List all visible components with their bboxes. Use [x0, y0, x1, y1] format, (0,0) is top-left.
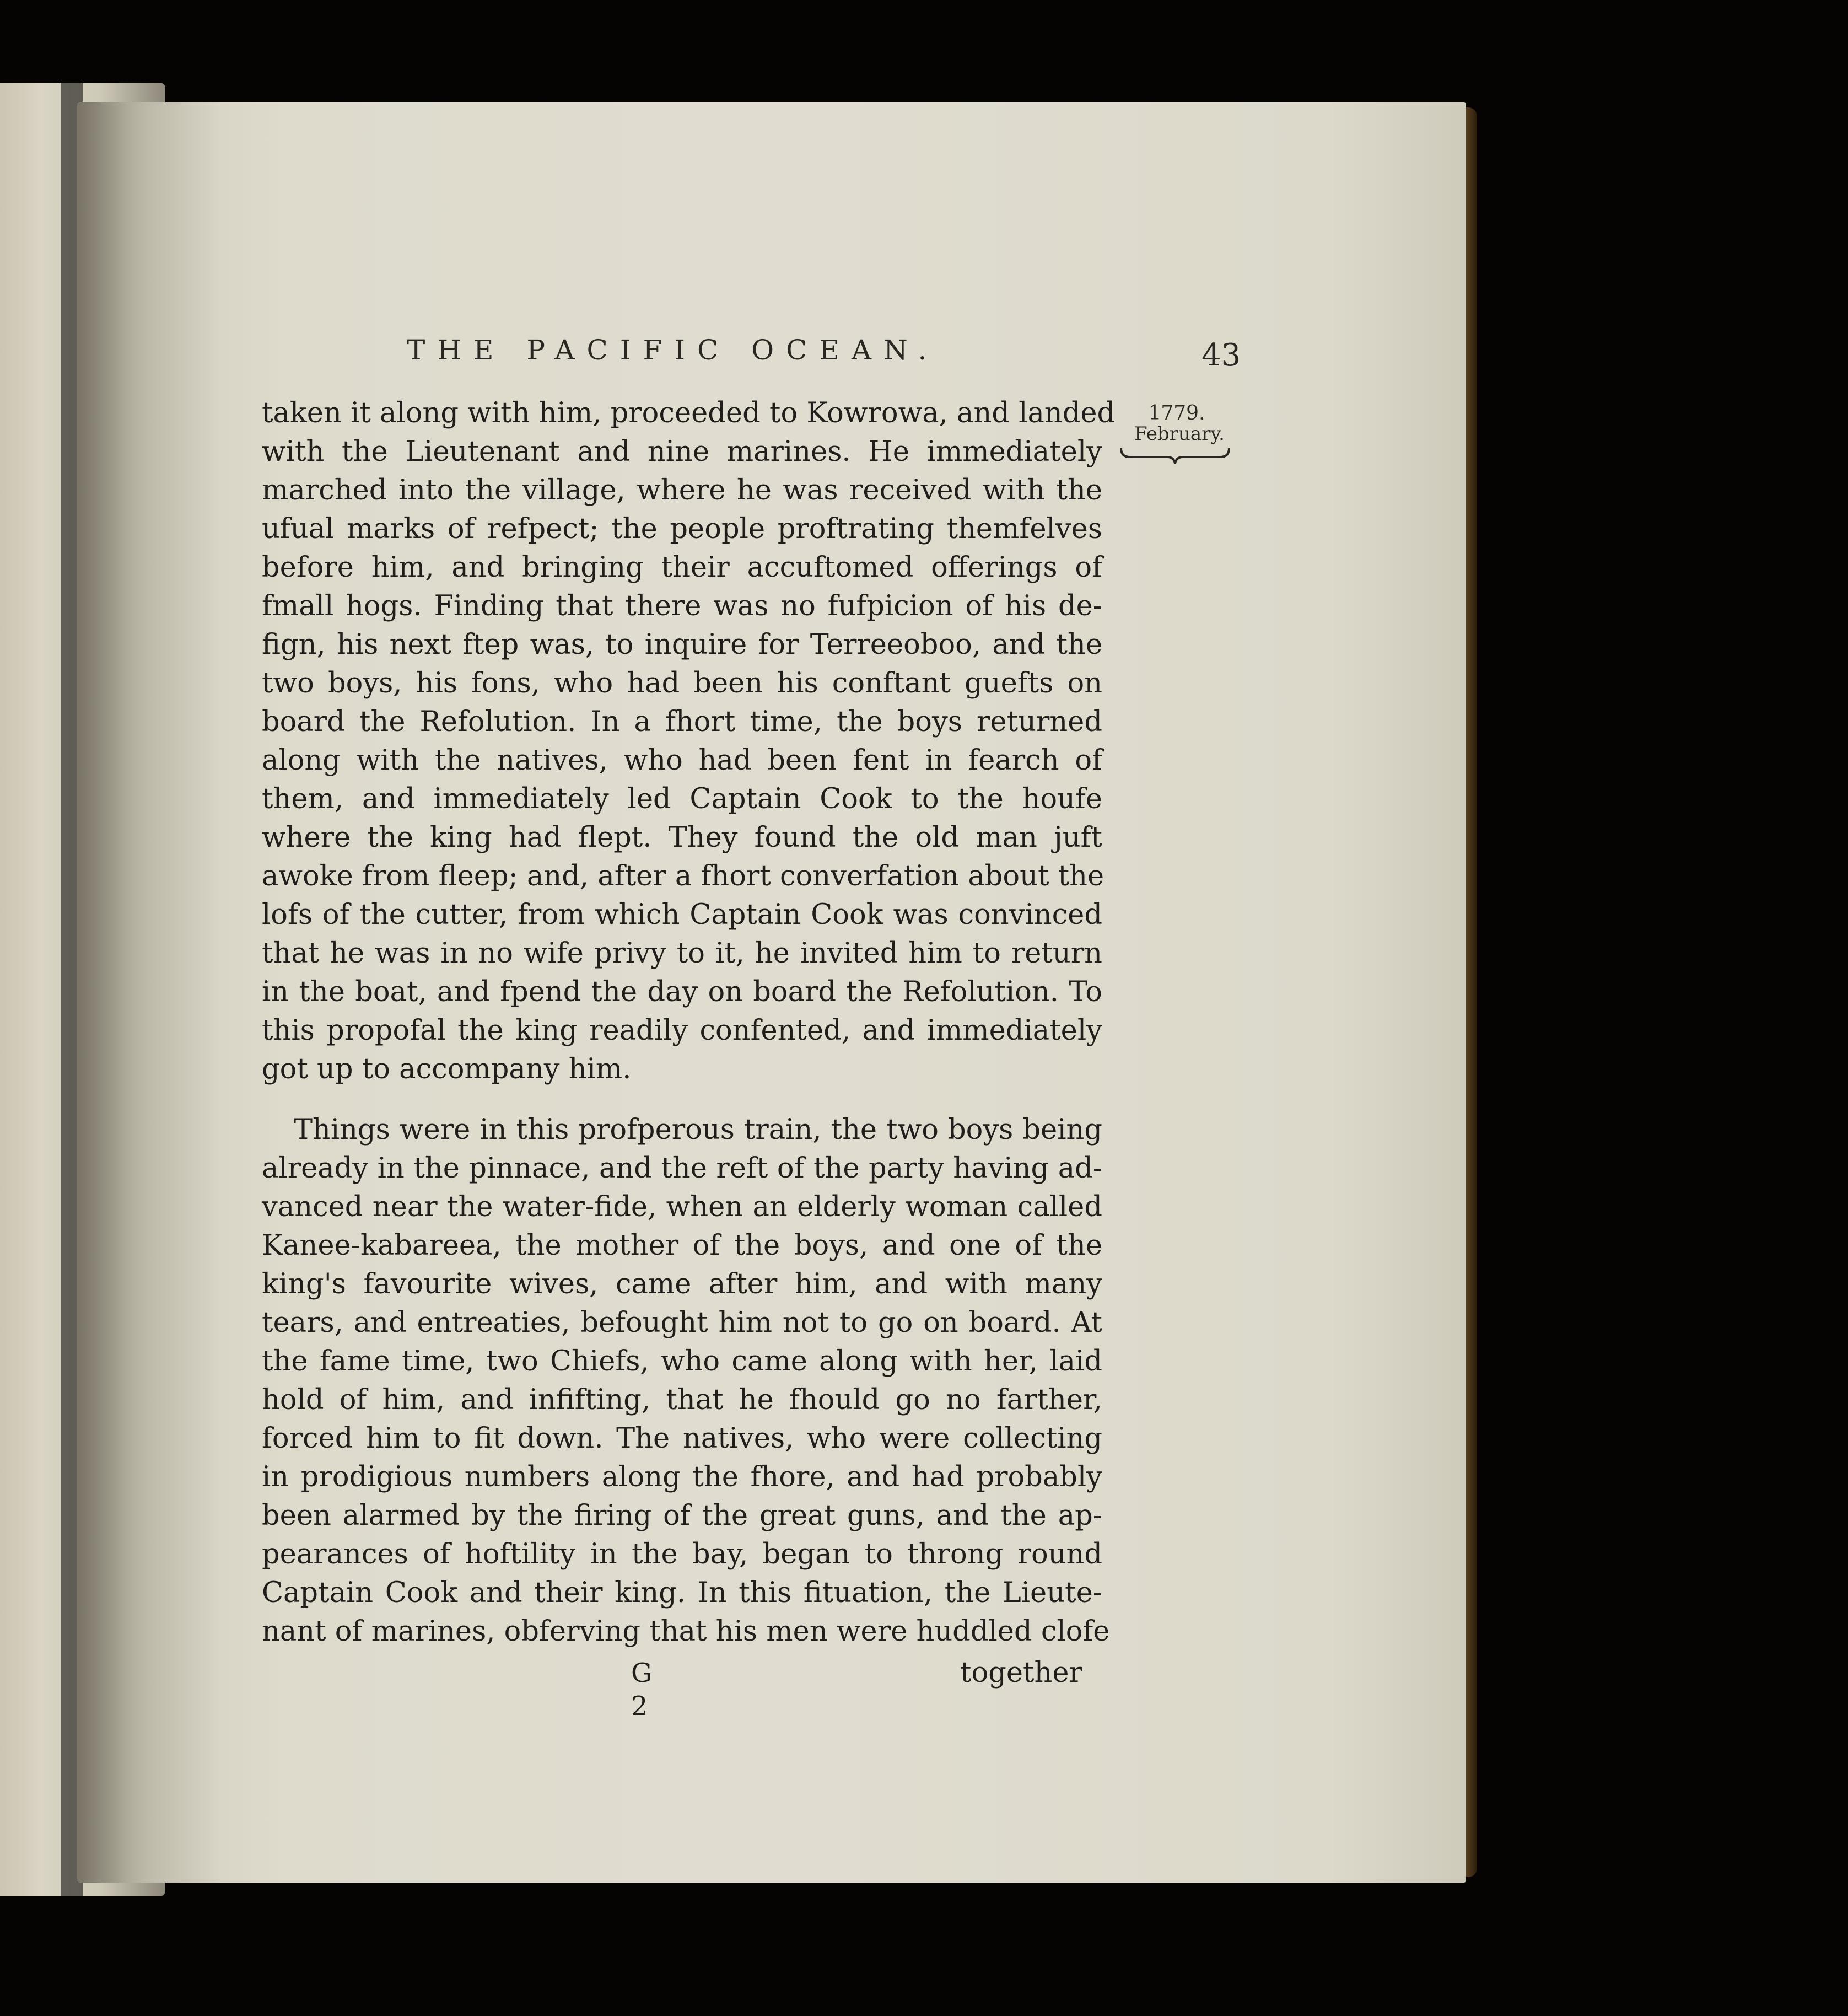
text-line: fmall hogs. Finding that there was no fufpicion of his de-: [262, 590, 1102, 622]
text-line: taken it along with him, proceeded to Kowrowa, and landed: [262, 397, 1116, 429]
text-line: tears, and entreaties, befought him not to go on board. At: [262, 1307, 1102, 1339]
text-line: pearances of hoftility in the bay, began to throng round: [262, 1538, 1102, 1571]
text-line: forced him to fit down. The natives, who were collecting: [262, 1422, 1102, 1455]
text-line: lofs of the cutter, from which Captain Cook was convinced: [262, 899, 1102, 931]
margin-note-year: 1779.: [1148, 402, 1205, 424]
signature-mark: G 2: [631, 1658, 659, 1722]
text-line: marched into the village, where he was received with the: [262, 474, 1102, 507]
text-line: in the boat, and fpend the day on board the Refolution. To: [262, 976, 1102, 1008]
text-line: already in the pinnace, and the reft of the party having ad-: [262, 1152, 1102, 1185]
text-line: the fame time, two Chiefs, who came along with her, laid: [262, 1345, 1102, 1378]
text-line: vanced near the water-fide, when an elderly woman called: [262, 1191, 1102, 1223]
text-line: nant of marines, obferving that his men were huddled clofe: [262, 1615, 1110, 1648]
margin-brace-icon: [1119, 444, 1232, 466]
text-line: in prodigious numbers along the fhore, and had probably: [262, 1461, 1102, 1493]
text-line: awoke from fleep; and, after a fhort converfation about the: [262, 860, 1105, 893]
paragraph-break: [262, 1089, 1102, 1111]
text-line: Things were in this profperous train, the two boys being: [294, 1114, 1102, 1146]
text-line: along with the natives, who had been fent in fearch of: [262, 744, 1102, 777]
text-line: that he was in no wife privy to it, he invited him to return: [262, 937, 1102, 970]
text-line: ufual marks of refpect; the people proftrating themfelves: [262, 513, 1102, 545]
gutter-shadow: [77, 102, 220, 1883]
text-line: them, and immediately led Captain Cook to the houfe: [262, 783, 1102, 815]
page-number: 43: [1202, 337, 1241, 373]
body-text: [262, 394, 1116, 1651]
text-line: where the king had flept. They found the old man juft: [262, 821, 1102, 854]
text-line: Kanee-kabareea, the mother of the boys, and one of the: [262, 1229, 1102, 1262]
text-line: this propofal the king readily confented, and immediately: [262, 1014, 1102, 1047]
text-line: two boys, his fons, who had been his conftant guefts on: [262, 667, 1102, 700]
text-line: hold of him, and infifting, that he fhould go no farther,: [262, 1384, 1102, 1416]
running-head: THE PACIFIC OCEAN.: [407, 334, 939, 366]
margin-note-month: February.: [1134, 423, 1225, 445]
text-line: board the Refolution. In a fhort time, the boys returned: [262, 706, 1102, 738]
text-line: fign, his next ftep was, to inquire for Terreeoboo, and the: [262, 628, 1102, 661]
text-line: before him, and bringing their accuftomed offerings of: [262, 551, 1102, 584]
text-line: Captain Cook and their king. In this fituation, the Lieute-: [262, 1577, 1102, 1609]
text-line: been alarmed by the firing of the great guns, and the ap-: [262, 1499, 1102, 1532]
catchword: together: [960, 1657, 1082, 1689]
text-line: with the Lieutenant and nine marines. He immediately: [262, 436, 1102, 468]
text-line: king's favourite wives, came after him, and with many: [262, 1268, 1102, 1300]
text-line: got up to accompany him.: [262, 1053, 632, 1085]
